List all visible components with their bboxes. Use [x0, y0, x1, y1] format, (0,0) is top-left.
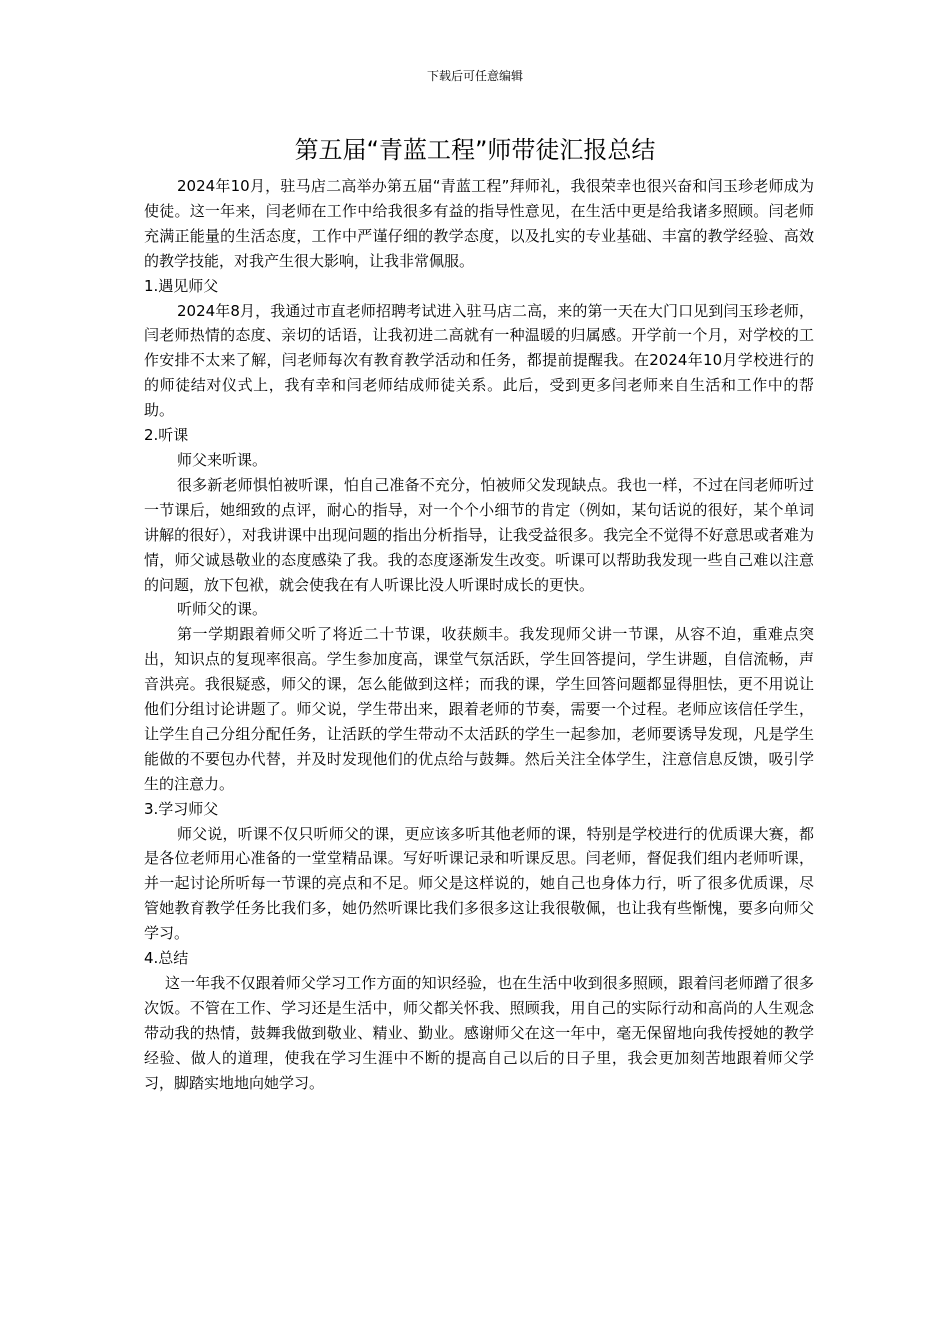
section-heading-4: 4.总结	[144, 949, 189, 968]
section-2-paragraph-1: 很多新老师惧怕被听课，怕自己准备不充分，怕被师父发现缺点。我也一样，不过在闫老师听过一节课后，她细致的点评，耐心的指导，对一个个小细节的肯定（例如，某句话说的很好，某个单词讲解的很好），对我讲课中出现问题的指出分析指导，让我受益很多。我完全不觉得不好意思或者难为情，师父诚恳敬业的态度感染了我。我的态度逐渐发生改变。听课可以帮助我发现一些自己难以注意的问题，放下包袱，就会使我在有人听课比没人听课时成长的更快。	[144, 475, 814, 594]
document-body	[144, 174, 814, 1096]
section-2-subheading-1: 师父来听课。	[177, 450, 268, 469]
header-note: 下载后可任意编辑	[426, 69, 523, 83]
document-title: 第五届“青蓝工程”师带徒汇报总结	[294, 136, 656, 164]
section-2-paragraph-2: 第一学期跟着师父听了将近二十节课，收获颇丰。我发现师父讲一节课，从容不迫，重难点突出，知识点的复现率很高。学生参加度高，课堂气氛活跃，学生回答提问，学生讲题，自信流畅，声音洪亮。我很疑惑，师父的课，怎么能做到这样；而我的课，学生回答问题都显得胆怯，更不用说让他们分组讨论讲题了。师父说，学生带出来，跟着老师的节奏，需要一个过程。老师应该信任学生，让学生自己分组分配任务，让活跃的学生带动不太活跃的学生一起参加，老师要诱导发现，凡是学生能做的不要包办代替，并及时发现他们的优点给与鼓舞。然后关注全体学生，注意信息反馈，吸引学生的注意力。	[144, 625, 814, 793]
section-3-paragraph: 师父说，听课不仅只听师父的课，更应该多听其他老师的课，特别是学校进行的优质课大赛，都是各位老师用心准备的一堂堂精品课。写好听课记录和听课反思。闫老师，督促我们组内老师听课，并一起讨论所听每一节课的亮点和不足。师父是这样说的，她自己也身体力行，听了很多优质课，尽管她教育教学任务比我们多，她仍然听课比我们多很多这让我很敬佩，也让我有些惭愧，要多向师父学习。	[144, 824, 814, 943]
intro-paragraph: 2024年10月，驻马店二高举办第五届“青蓝工程”拜师礼，我很荣幸也很兴奋和闫玉珍老师成为使徒。这一年来，闫老师在工作中给我很多有益的指导性意见，在生活中更是给我诸多照顾。闫老师充满正能量的生活态度，工作中严谨仔细的教学态度，以及扎实的专业基础、丰富的教学经验、高效的教学技能，对我产生很大影响，让我非常佩服。	[144, 177, 814, 270]
section-heading-1: 1.遇见师父	[144, 276, 219, 295]
section-2-subheading-2: 听师父的课。	[177, 600, 268, 619]
section-4-paragraph: 这一年我不仅跟着师父学习工作方面的知识经验，也在生活中收到很多照顾，跟着闫老师蹭了很多次饭。不管在工作、学习还是生活中，师父都关怀我、照顾我，用自己的实际行动和高尚的人生观念带动我的热情，鼓舞我做到敬业、精业、勤业。感谢师父在这一年中，毫无保留地向我传授她的教学经验、做人的道理，使我在学习生涯中不断的提高自己以后的日子里，我会更加刻苦地跟着师父学习，脚踏实地地向她学习。	[144, 974, 814, 1092]
section-heading-2: 2.听课	[144, 426, 189, 445]
section-1-paragraph: 2024年8月，我通过市直老师招聘考试进入驻马店二高，来的第一天在大门口见到闫玉珍老师，闫老师热情的态度、亲切的话语，让我初进二高就有一种温暖的归属感。开学前一个月，对学校的工作安排不太来了解，闫老师每次有教育教学活动和任务，都提前提醒我。在2024年10月学校进行的的师徒结对仪式上，我有幸和闫老师结成师徒关系。此后，受到更多闫老师来自生活和工作中的帮助。	[144, 301, 814, 420]
section-heading-3: 3.学习师父	[144, 799, 219, 818]
